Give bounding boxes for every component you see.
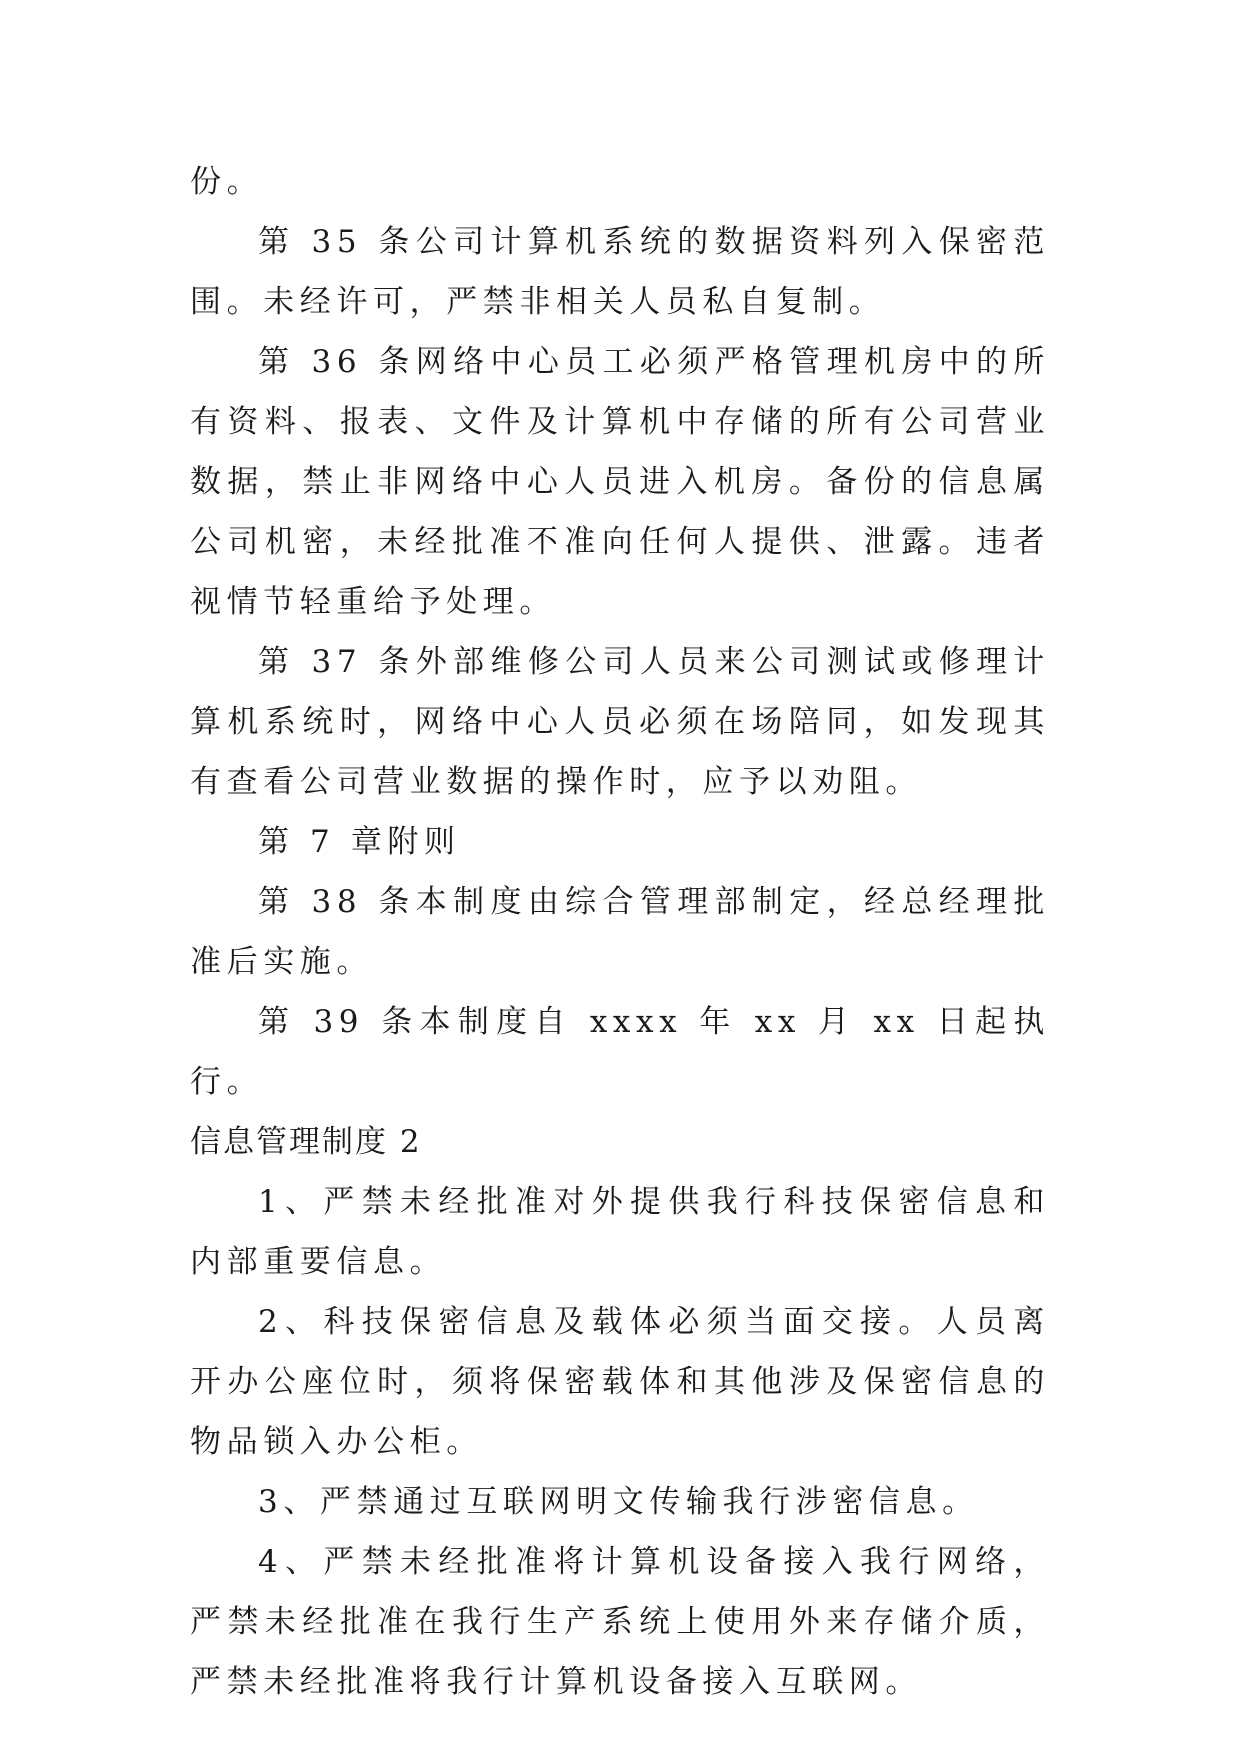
rule-2: 2、科技保密信息及载体必须当面交接。人员离开办公座位时，须将保密载体和其他涉及保密信息的物品锁入办公柜。 (190, 1304, 1050, 1460)
article-38: 第 38 条本制度由综合管理部制定，经总经理批准后实施。 (190, 884, 1050, 980)
chapter-7-heading: 第 7 章附则 (258, 824, 461, 860)
article-35: 第 35 条公司计算机系统的数据资料列入保密范围。未经许可，严禁非相关人员私自复制。 (190, 224, 1050, 320)
rule-4: 4、严禁未经批准将计算机设备接入我行网络，严禁未经批准在我行生产系统上使用外来存储介质，严禁未经批准将我行计算机设备接入互联网。 (190, 1544, 1050, 1700)
paragraph-continuation: 份。 (190, 164, 264, 200)
article-39: 第 39 条本制度自 xxxx 年 xx 月 xx 日起执行。 (190, 1004, 1050, 1100)
article-36: 第 36 条网络中心员工必须严格管理机房中的所有资料、报表、文件及计算机中存储的所有公司营业数据，禁止非网络中心人员进入机房。备份的信息属公司机密，未经批准不准向任何人提供、泄露。违者视情节轻重给予处理。 (190, 344, 1050, 620)
rule-1: 1、严禁未经批准对外提供我行科技保密信息和内部重要信息。 (190, 1184, 1050, 1280)
section-title: 信息管理制度 2 (190, 1124, 422, 1160)
article-37: 第 37 条外部维修公司人员来公司测试或修理计算机系统时，网络中心人员必须在场陪同，如发现其有查看公司营业数据的操作时，应予以劝阻。 (190, 644, 1050, 800)
rule-3: 3、严禁通过互联网明文传输我行涉密信息。 (258, 1484, 979, 1520)
document-page (190, 152, 1050, 1712)
